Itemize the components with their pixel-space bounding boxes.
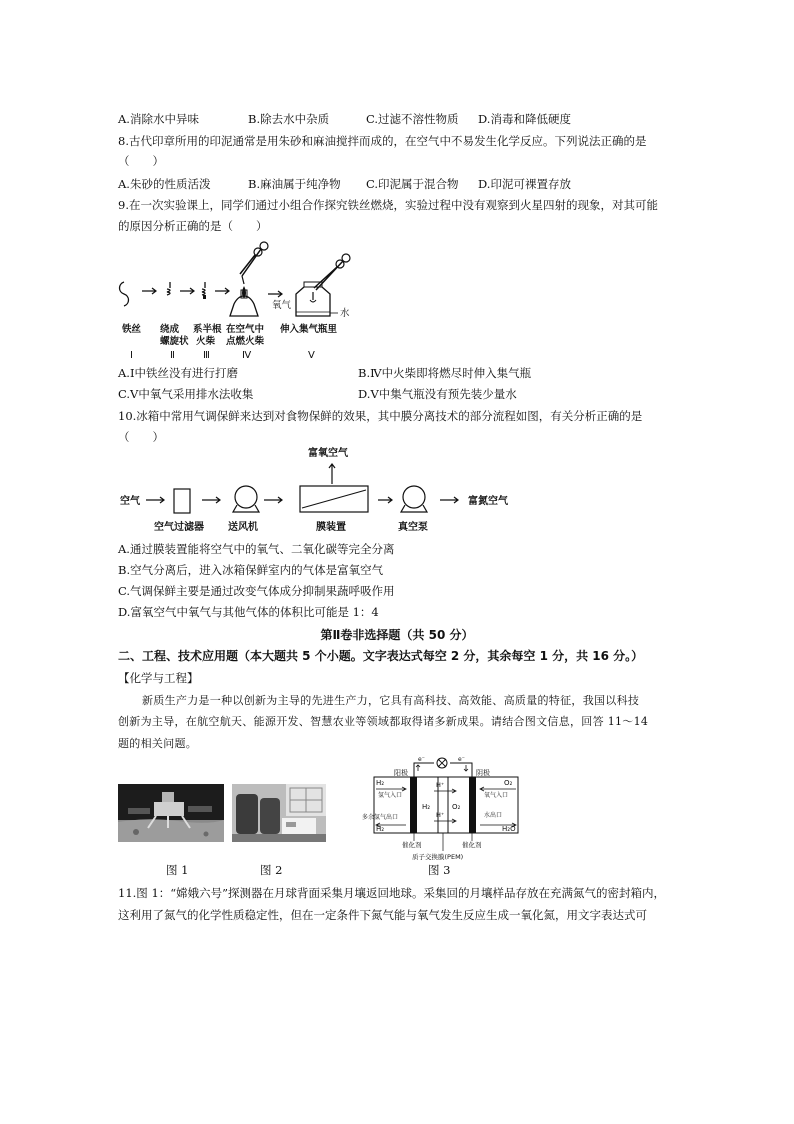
q10-option-a: A.通过膜装置能将空气中的氧气、二氧化碳等完全分离 xyxy=(118,542,395,556)
q9-option-d: D.Ⅴ中集气瓶没有预先装少量水 xyxy=(358,387,517,401)
vacuum-pump-label: 真空泵 xyxy=(398,522,428,533)
up-arrow xyxy=(329,464,335,484)
o2-inlet-label: 氧气入口 xyxy=(484,792,509,799)
q11-line1: 11.图 1：“嫦娥六号”探测器在月球背面采集月壤返回地球。采集回的月壤样品存放在充满氮气的密封箱内， xyxy=(118,886,666,900)
arrow-4 xyxy=(268,291,282,297)
numeral-3: Ⅲ xyxy=(203,350,210,361)
q7-option-a: A.消除水中异味 xyxy=(118,112,199,126)
h2-inlet-label: 氢气入口 xyxy=(378,792,403,799)
membrane-separation-flow-figure xyxy=(116,444,536,538)
input-air-label: 空气 xyxy=(120,496,140,507)
figure2-equipment-photo xyxy=(232,784,326,842)
h-plus-label-2: H⁺ xyxy=(436,811,445,819)
step-label-coil-2: 螺旋状 xyxy=(160,336,189,347)
intro-line3: 题的相关问题。 xyxy=(118,737,198,750)
match-tied-icon xyxy=(202,282,205,295)
q7-option-d: D.消毒和降低硬度 xyxy=(478,112,571,126)
figure2-caption: 图 2 xyxy=(260,863,283,877)
air-filter-box xyxy=(174,489,190,513)
o2-input-label: O₂ xyxy=(504,779,513,787)
q8-paren: （ ） xyxy=(118,154,164,168)
h2-outlet-label: 多余氢气出口 xyxy=(362,814,399,821)
step-label-coil-1: 绕成 xyxy=(160,324,180,335)
step-label-match-2: 火柴 xyxy=(196,336,216,347)
q8-option-c: C.印泥属于混合物 xyxy=(366,177,459,191)
water-outlet-label: 水出口 xyxy=(484,812,503,819)
figure1-lunar-lander-photo xyxy=(118,784,224,842)
electron-label-right: e⁻ xyxy=(458,756,465,763)
step-label-ignite-2: 点燃火柴 xyxy=(226,336,265,347)
q7-option-b: B.除去水中杂质 xyxy=(248,112,330,126)
q10-paren: （ ） xyxy=(118,430,164,444)
intro-line1: 新质生产力是一种以创新为主导的先进生产力，它具有高科技、高效能、高质量的特征，我国以科技 xyxy=(142,694,640,707)
step-label-match-1: 系半根 xyxy=(193,324,222,335)
section2-heading: 二、工程、技术应用题（本大题共 5 个小题。文字表达式每空 2 分，其余每空 1 分，共 16 分。） xyxy=(118,649,644,663)
membrane-label: 膜装置 xyxy=(316,522,346,533)
q11-line2: 这利用了氮气的化学性质稳定性，但在一定条件下氮气能与氧气发生反应生成一氧化氮，用文字表达式可 xyxy=(118,908,647,922)
electron-label-left: e⁻ xyxy=(418,756,425,763)
arrow-2 xyxy=(180,288,194,294)
numeral-2: Ⅱ xyxy=(170,350,175,361)
step-label-ignite-1: 在空气中 xyxy=(226,324,265,335)
q10-stem: 10.冰箱中常用气调保鲜来达到对食物保鲜的效果，其中膜分离技术的部分流程如图，有关分析正确的是 xyxy=(118,409,643,423)
q9-option-a: A.Ⅰ中铁丝没有进行打磨 xyxy=(118,366,239,380)
q9-option-b: B.Ⅳ中火柴即将燃尽时伸入集气瓶 xyxy=(358,366,532,380)
tongs-into-bottle-icon xyxy=(296,254,350,316)
q10-option-d: D.富氧空气中氧气与其他气体的体积比可能是 1：4 xyxy=(118,605,379,619)
iron-wire-experiment-figure xyxy=(116,236,366,364)
nitrogen-rich-air-label: 富氮空气 xyxy=(468,496,508,507)
q8-option-b: B.麻油属于纯净物 xyxy=(248,177,341,191)
part2-title: 第Ⅱ卷非选择题（共 50 分） xyxy=(320,628,474,642)
anode-plate xyxy=(410,777,417,833)
catalyst-label-left: 催化剂 xyxy=(402,841,422,849)
blower-label: 送风机 xyxy=(228,522,258,533)
anode-label: 阳极 xyxy=(394,769,408,777)
tongs-over-lamp-icon xyxy=(230,242,268,316)
step-label-insert: 伸入集气瓶里 xyxy=(280,324,338,335)
membrane-module-icon xyxy=(300,486,368,512)
figure1-caption: 图 1 xyxy=(166,863,189,877)
spiral-wire-icon xyxy=(167,282,170,295)
o2-in-chamber: O₂ xyxy=(452,803,461,811)
numeral-1: Ⅰ xyxy=(130,350,133,361)
q9-option-c: C.Ⅴ中氧气采用排水法收集 xyxy=(118,387,254,401)
q8-stem: 8.古代印章所用的印泥通常是用朱砂和麻油搅拌而成的，在空气中不易发生化学反应。下列说法正确的是 xyxy=(118,134,647,148)
q10-option-b: B.空气分离后，进入冰箱保鲜室内的气体是富氧空气 xyxy=(118,563,384,577)
numeral-5: Ⅴ xyxy=(308,350,315,361)
intro-line2: 创新为主导，在航空航天、能源开发、智慧农业等领域都取得诸多新成果。请结合图文信息，回答 11～14 xyxy=(118,715,649,728)
numeral-4: Ⅳ xyxy=(242,350,252,361)
oxygen-rich-air-label: 富氧空气 xyxy=(308,448,348,459)
step-label-iron-wire: 铁丝 xyxy=(122,324,142,335)
h2o-output-label: H₂O xyxy=(502,825,516,833)
q9-stem-line2: 的原因分析正确的是（ ） xyxy=(118,219,268,233)
arrow-1 xyxy=(142,288,156,294)
arrow-3 xyxy=(215,288,229,294)
oxygen-label: 氧气 xyxy=(272,300,292,311)
q10-option-c: C.气调保鲜主要是通过改变气体成分抑制果蔬呼吸作用 xyxy=(118,584,395,598)
blower-icon xyxy=(233,486,259,512)
figure3-caption: 图 3 xyxy=(428,863,451,877)
cathode-label: 阴极 xyxy=(476,769,490,777)
h2-output-label: H₂ xyxy=(376,825,385,833)
q8-option-d: D.印泥可裸置存放 xyxy=(478,177,571,191)
pem-label: 质子交换膜(PEM) xyxy=(412,853,464,861)
cathode-plate xyxy=(469,777,476,833)
h2-in-chamber: H₂ xyxy=(422,803,431,811)
iron-wire-icon xyxy=(120,282,129,306)
air-filter-label: 空气过滤器 xyxy=(154,522,204,533)
figure3-fuel-cell-diagram xyxy=(362,755,526,863)
h-plus-label-1: H⁺ xyxy=(436,781,445,789)
q7-option-c: C.过滤不溶性物质 xyxy=(366,112,459,126)
h2-input-label: H₂ xyxy=(376,779,385,787)
q8-option-a: A.朱砂的性质活泼 xyxy=(118,177,211,191)
water-label: 水 xyxy=(340,308,350,319)
q9-stem-line1: 9.在一次实验课上，同学们通过小组合作探究铁丝燃烧，实验过程中没有观察到火星四射的现象，对其可能 xyxy=(118,198,658,212)
section2-tag: 【化学与工程】 xyxy=(118,671,199,685)
catalyst-label-right: 催化剂 xyxy=(462,841,482,849)
vacuum-pump-icon xyxy=(401,486,427,512)
